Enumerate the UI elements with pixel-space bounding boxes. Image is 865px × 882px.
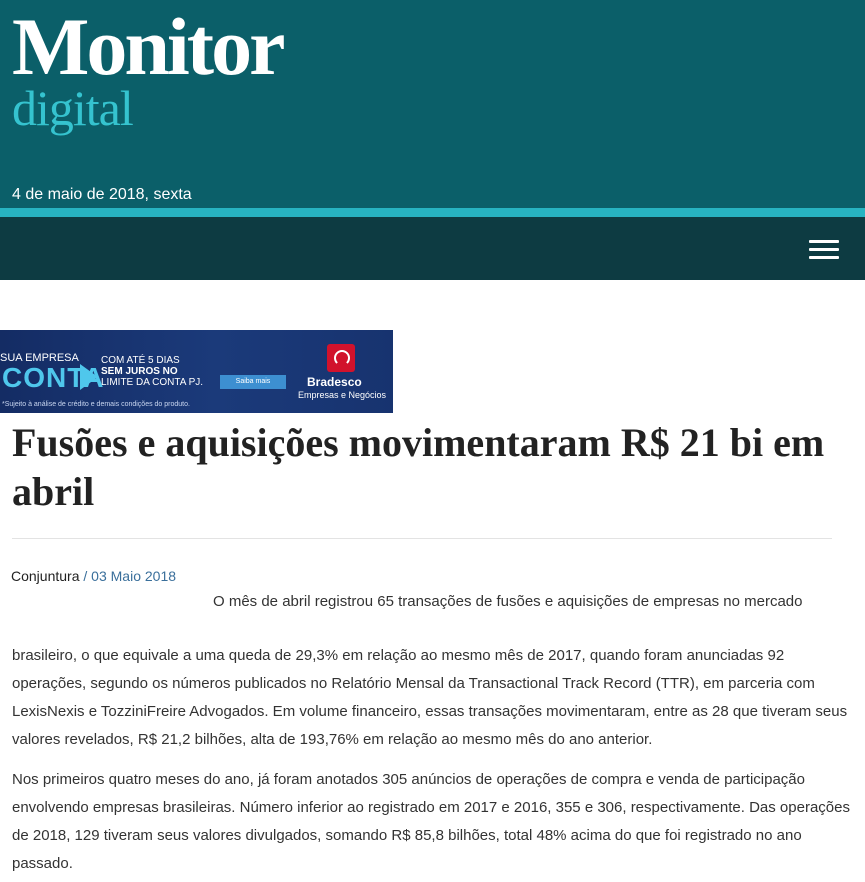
ad-banner[interactable] (0, 330, 393, 413)
article-paragraph: Nos primeiros quatro meses do ano, já foram anotados 305 anúncios de operações de compra e venda de participação envolvendo empresas brasileiras. Número inferior ao registrado em 2017 e 2016, 355 e 306, respectivamente. Das operações de 2018, 129 tiveram seus valores divulgados, somando R$ 85,8 bilhões, total 48% acima do que foi registrado no ano passado. (12, 771, 850, 872)
ad-headline: SUA EMPRESA (0, 352, 79, 364)
article-meta (11, 568, 176, 584)
site-header (0, 0, 865, 208)
meta-separator: / (79, 568, 92, 584)
ad-brand-name: Bradesco (307, 375, 362, 389)
article-paragraph: brasileiro, o que equivale a uma queda de 29,3% em relação ao mesmo mês de 2017, quando foram anunciadas 92 operações, segundo os números publicados no Relatório Mensal da Transactional Track Record (TTR), em parceria com LexisNexis e TozziniFreire Advogados. Em volume financeiro, essas transações movimentaram, entre as 28 que tiveram seus valores revelados, R$ 21,2 bilhões, alta de 193,76% em relação ao mesmo mês do ano anterior. (12, 647, 848, 748)
article-title: Fusões e aquisições movimentaram R$ 21 bi em abril (12, 420, 825, 514)
article-date: 03 Maio 2018 (91, 568, 177, 584)
ad-conta-text: CONTA (2, 362, 105, 393)
bradesco-logo-icon (327, 344, 355, 372)
ad-offer-line: COM ATÉ 5 DIAS (101, 355, 180, 366)
navbar (0, 217, 865, 280)
current-date: 4 de maio de 2018, sexta (12, 186, 192, 203)
ad-offer-line: LIMITE DA CONTA PJ. (101, 377, 204, 388)
accent-stripe (0, 208, 865, 217)
article-category[interactable]: Conjuntura (11, 568, 80, 584)
ad-arrow-icon (80, 364, 98, 390)
ad-offer-line: SEM JUROS NO (101, 366, 178, 377)
ad-offer-text (101, 355, 203, 388)
site-logo[interactable]: Monitor (12, 1, 283, 92)
ad-cta-button[interactable]: Saiba mais (220, 375, 286, 389)
ad-footnote: *Sujeito à análise de crédito e demais condições do produto. (2, 401, 190, 408)
hamburger-menu-icon[interactable] (809, 240, 839, 260)
ad-brand-tagline: Empresas e Negócios (298, 390, 387, 400)
article-intro-line: O mês de abril registrou 65 transações de fusões e aquisições de empresas no mercado (213, 593, 803, 610)
title-divider (12, 538, 832, 539)
site-logo-sub[interactable]: digital (12, 80, 133, 136)
